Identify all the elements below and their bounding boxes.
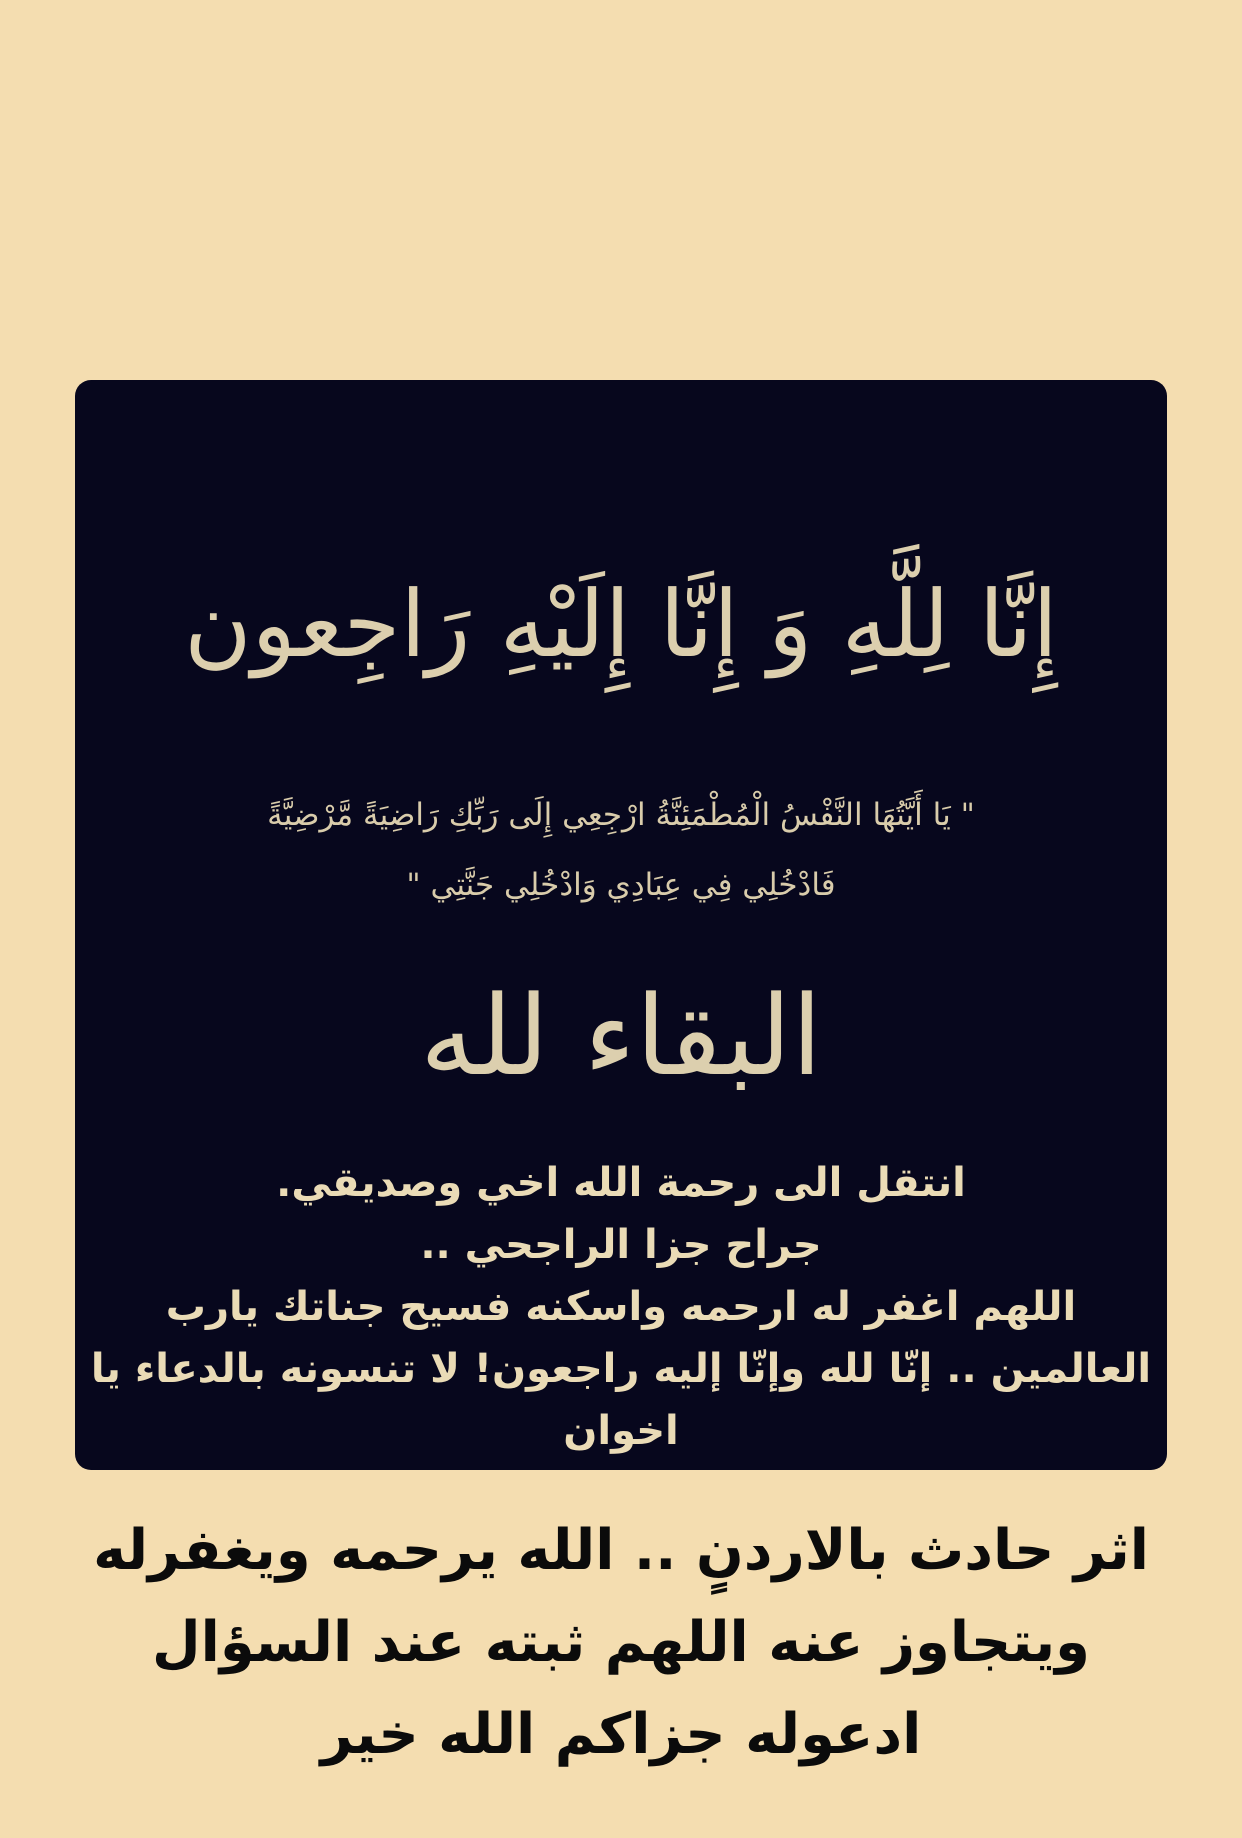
caption-line: اثر حادث بالاردنٍ .. الله يرحمه ويغفرله [93,1518,1149,1583]
message-line: اخوان [563,1408,679,1454]
verse-line: " يَا أَيَّتُهَا النَّفْسُ الْمُطْمَئِنَّةُ ارْجِعِي إِلَى رَبِّكِ رَاضِيَةً مَّرْضِيَّةً [267,797,975,833]
condolence-image [75,380,1167,1470]
message-line: العالمين .. إنّا لله وإنّا إليه راجعون! لا تنسونه بالدعاء يا [90,1346,1152,1392]
verse-line: فَادْخُلِي فِي عِبَادِي وَادْخُلِي جَنَّتِي " [406,867,836,903]
story-caption [0,1505,1242,1781]
baqaa-lillah-heading: البقاء لله [419,972,823,1100]
message-line: انتقل الى رحمة الله اخي وصديقي. [276,1160,966,1206]
quran-verse [75,780,1167,920]
message-line: اللهم اغفر له ارحمه واسكنه فسيح جناتك يارب [165,1284,1077,1330]
condolence-message [75,1152,1167,1462]
caption-line: ويتجاوز عنه اللهم ثبته عند السؤال [152,1610,1090,1675]
message-line: جراح جزا الراجحي .. [420,1222,822,1268]
condolence-title: إِنَّا لِلَّهِ وَ إِنَّا إِلَيْهِ رَاجِعون [184,571,1058,678]
caption-line: ادعوله جزاكم الله خير [320,1702,922,1767]
